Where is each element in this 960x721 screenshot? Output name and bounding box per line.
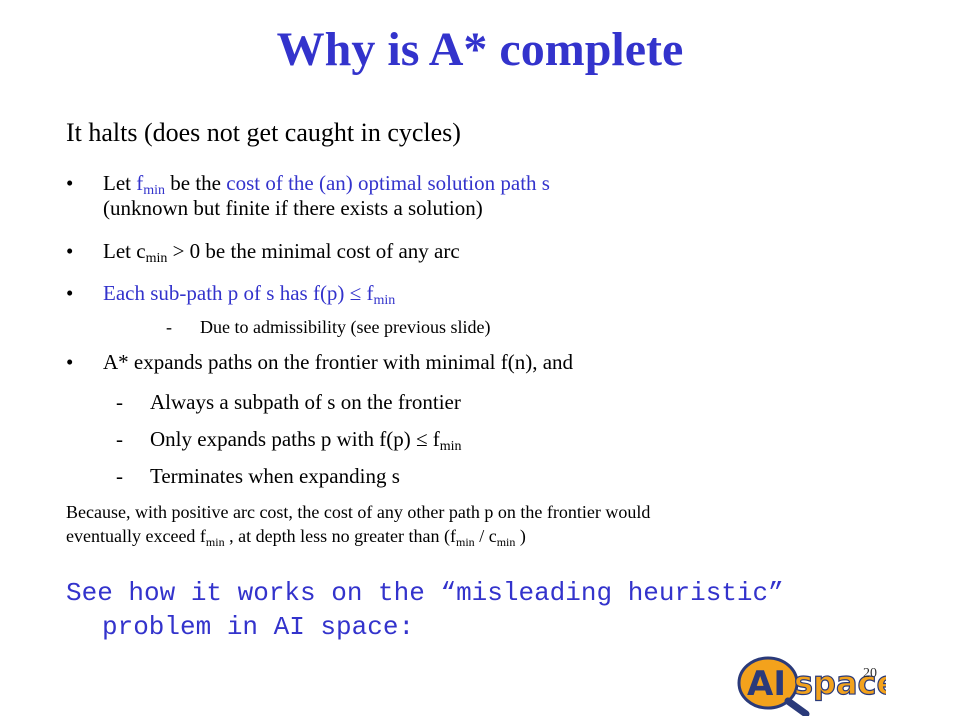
fmin-symbol: $f_{min}$	[136, 171, 166, 198]
bullet-cmin: • Let $c_{min} > 0$ be the minimal cost of any arc	[66, 239, 460, 266]
page-number: 20	[863, 666, 877, 681]
dash-item: - Always a subpath of s on the frontier	[116, 390, 461, 414]
aispace-link[interactable]: See how it works on the “misleading heuristic” problem in AI space:	[66, 578, 784, 642]
slide-subtitle: It halts (does not get caught in cycles)	[66, 118, 461, 147]
svg-text:space: spac	[794, 664, 877, 702]
bullet-dot: •	[66, 350, 74, 374]
svg-text:AI: AI	[747, 664, 786, 704]
bullet-text-line2: (unknown but finite if there exists a solution)	[103, 196, 483, 220]
sub-item-admissibility: - Due to admissibility (see previous slide)	[166, 317, 491, 337]
slide-title: Why is A* complete	[276, 23, 684, 76]
bullet-highlight: cost of the (an) optimal solution path s	[226, 171, 550, 195]
dash-marker: -	[116, 390, 123, 414]
explanation-note: Because, with positive arc cost, the cost of any other path p on the frontier would eventually exceed $f_{min}$ , at depth less no greater than ($f_{min} / c_{min}$ )	[66, 502, 651, 549]
bullet-dot: •	[66, 239, 74, 263]
dash-item: - Only expands paths p with $f(p) \le f_{min}$	[116, 427, 462, 454]
bullet-expands: • A* expands paths on the frontier with minimal f(n), and	[66, 350, 574, 374]
bullet-fmin	[66, 171, 550, 221]
aispace-logo-icon	[736, 652, 886, 716]
bullet-text: Let	[103, 171, 137, 195]
bullet-subpath: • Each sub-path p of s has $f(p) \le f_{min}$	[66, 281, 396, 308]
bullet-text: be the	[165, 171, 227, 195]
aispace-logo[interactable]	[736, 652, 886, 716]
bullet-dot: •	[66, 281, 74, 305]
dash-item: - Terminates when expanding s	[116, 464, 400, 488]
dash-marker: -	[116, 464, 123, 488]
dash-marker: -	[116, 427, 123, 451]
dash-marker: -	[166, 317, 172, 337]
bullet-dot: •	[66, 171, 74, 195]
